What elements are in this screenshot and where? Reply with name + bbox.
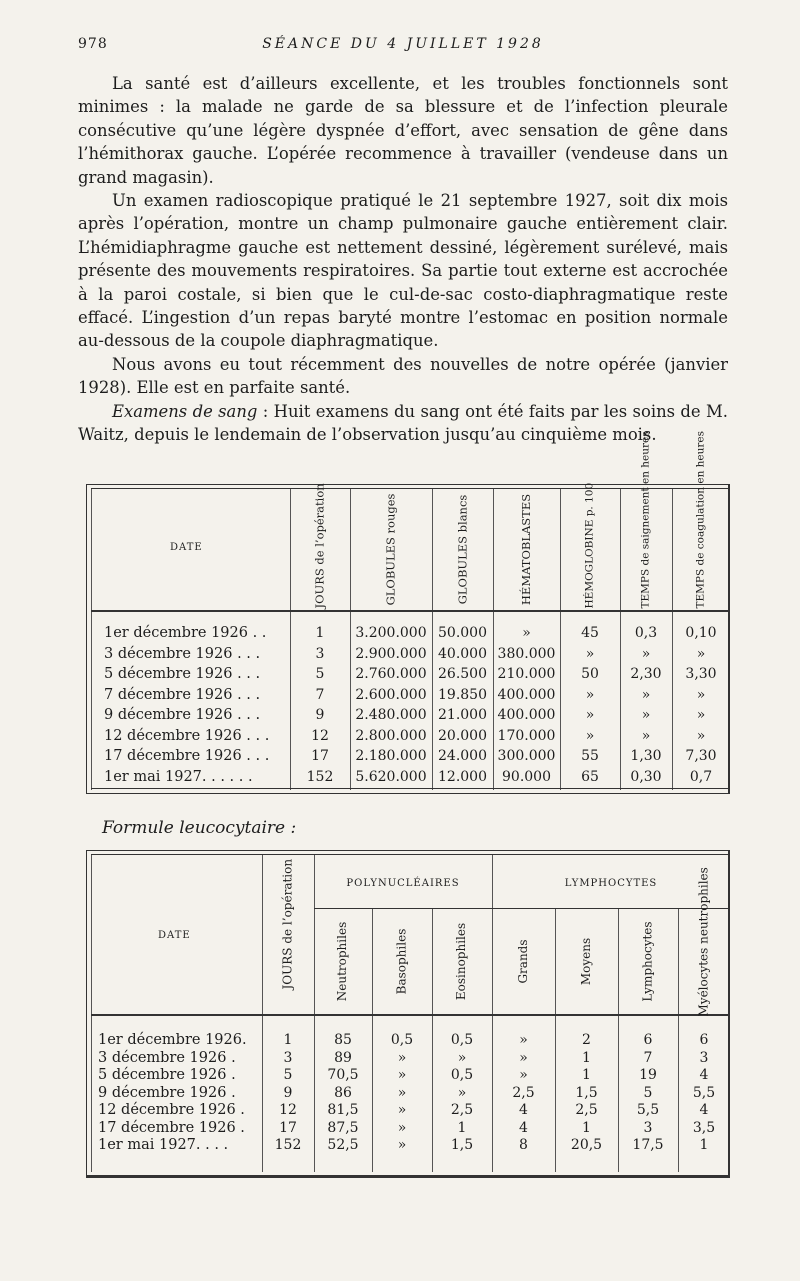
- header-label: Neutrophiles: [335, 921, 350, 1001]
- table-cell: 19: [639, 1067, 657, 1083]
- table-cell: 45: [581, 625, 599, 641]
- table-cell: 0,7: [689, 768, 713, 785]
- table-cell: 152: [306, 768, 334, 785]
- table-cell: 1: [582, 1119, 591, 1136]
- header-cell: [350, 488, 432, 610]
- table-cell: 3: [699, 1049, 709, 1066]
- header-cell: [262, 854, 314, 1014]
- table-cell: 3: [283, 1049, 293, 1066]
- table-cell: 2,5: [575, 1102, 598, 1118]
- table-cell: 81,5: [327, 1102, 359, 1118]
- formula-caption: Formule leucocytaire :: [102, 818, 297, 838]
- header-label: Eosinophiles: [454, 922, 469, 1000]
- table-cell: 5,5: [692, 1084, 716, 1101]
- header-label: TEMPS de coagulation en heures: [694, 430, 707, 608]
- table-cell: 2,5: [450, 1102, 474, 1118]
- frame-line: [91, 854, 92, 1172]
- table-row-date: 9 décembre 1926 .: [98, 1084, 236, 1101]
- table-cell: 7,30: [685, 748, 717, 764]
- table-cell: 52,5: [327, 1137, 359, 1153]
- group-header-lymphocytes: LYMPHOCYTES: [564, 878, 658, 889]
- frame-line: [91, 854, 729, 855]
- header-cell: [314, 908, 372, 1014]
- running-title: SÉANCE DU 4 JUILLET 1928: [262, 36, 544, 52]
- exams-lead: Examens de sang: [112, 401, 258, 421]
- table-cell: 5: [283, 1067, 293, 1083]
- table-cell: 9: [283, 1084, 293, 1101]
- table-cell: 1: [315, 625, 325, 641]
- table-cell: 65: [581, 768, 599, 785]
- table-cell: 21.000: [438, 707, 487, 723]
- table-cell: »: [522, 625, 531, 641]
- header-label: TEMPS de saignement en heures: [639, 430, 652, 608]
- table-row-date: 1er décembre 1926 . .: [104, 625, 267, 641]
- table-cell: 2.480.000: [355, 707, 427, 723]
- table-cell: 1: [457, 1119, 467, 1136]
- table-row-date: 12 décembre 1926 . . .: [104, 727, 270, 744]
- table-cell: 5: [643, 1084, 653, 1101]
- header-date: DATE: [158, 930, 191, 941]
- table-cell: 85: [334, 1032, 352, 1048]
- table-cell: 210.000: [497, 666, 556, 682]
- table-row-date: 3 décembre 1926 . . .: [104, 645, 261, 662]
- header-rule: [91, 1014, 729, 1016]
- table-cell: 170.000: [497, 727, 556, 744]
- table-cell: »: [585, 707, 595, 723]
- header-label: Grands: [516, 938, 530, 984]
- table-cell: »: [397, 1049, 407, 1066]
- table-row-date: 9 décembre 1926 . . .: [104, 707, 261, 723]
- table-cell: 2,30: [630, 666, 662, 682]
- table-cell: »: [397, 1119, 407, 1136]
- table-cell: »: [519, 1049, 528, 1066]
- table-cell: 55: [581, 748, 599, 764]
- table-cell: 17: [279, 1119, 297, 1136]
- table-row-date: 7 décembre 1926 . . .: [104, 686, 261, 703]
- header-date: DATE: [170, 542, 203, 553]
- table-row-date: 17 décembre 1926 .: [98, 1119, 245, 1136]
- table-cell: 40.000: [438, 645, 487, 662]
- table-row-date: 17 décembre 1926 . . .: [104, 748, 270, 764]
- table-cell: 4: [699, 1067, 709, 1083]
- table-cell: 1: [582, 1067, 591, 1083]
- table-row-date: 12 décembre 1926 .: [98, 1102, 245, 1118]
- page-number: 978: [78, 36, 108, 52]
- table-cell: »: [397, 1137, 407, 1153]
- table-cell: 19.850: [438, 686, 487, 703]
- header-label: GLOBULES rouges: [383, 493, 398, 605]
- table-cell: 2.180.000: [355, 748, 427, 764]
- table-cell: 17,5: [632, 1137, 664, 1153]
- table-cell: »: [696, 686, 706, 703]
- table-cell: 2.800.000: [355, 727, 427, 744]
- header-cell: [618, 908, 678, 1014]
- table-cell: »: [397, 1084, 407, 1101]
- header-cell: [432, 488, 493, 610]
- header-cell: [620, 430, 672, 610]
- table-cell: »: [696, 727, 706, 744]
- table-row-date: 1er décembre 1926.: [98, 1032, 247, 1048]
- paragraph: Nous avons eu tout récemment des nouvelles de notre opérée (janvier 1928). Elle est en parfaite santé.: [78, 354, 728, 398]
- table-cell: »: [696, 707, 706, 723]
- table-cell: 5,5: [636, 1102, 660, 1118]
- table-cell: 1: [699, 1137, 709, 1153]
- table-cell: 4: [519, 1102, 528, 1118]
- table-cell: »: [457, 1084, 467, 1101]
- table-cell: 8: [519, 1137, 528, 1153]
- table-cell: 9: [315, 707, 325, 723]
- header-label: Moyens: [579, 937, 593, 985]
- table-cell: 2,5: [512, 1084, 535, 1101]
- table-cell: 90.000: [502, 768, 551, 785]
- table-cell: 24.000: [438, 748, 487, 764]
- page-header: [78, 36, 728, 58]
- paragraph: Un examen radioscopique pratiqué le 21 septembre 1927, soit dix mois après l’opération, montre un champ pulmonaire gauche entièrement clair. L’hémidiaphragme gauche est nettement dessiné, légèrement surélevé, mais présente des mouvements respiratoires. Sa partie tout externe est accrochée à la paroi costale, si bien que le cul-de-sac costo-diaphragmatique reste effacé. L’ingestion d’un repas baryté montre l’estomac en position normale au-dessous de la coupole diaphragmatique.: [78, 191, 728, 351]
- table-cell: 0,5: [450, 1067, 474, 1083]
- table-cell: 0,10: [685, 625, 717, 641]
- table-cell: 2.900.000: [355, 645, 427, 662]
- table-cell: 50: [581, 666, 599, 682]
- table-cell: 4: [519, 1119, 528, 1136]
- table-cell: 12: [279, 1102, 297, 1118]
- header-cell: [372, 908, 432, 1014]
- table-cell: 70,5: [327, 1067, 359, 1083]
- table-cell: »: [641, 645, 651, 662]
- table-cell: »: [397, 1067, 407, 1083]
- header-cell: [672, 430, 730, 610]
- header-cell: [432, 908, 492, 1014]
- table-cell: »: [641, 727, 651, 744]
- table-cell: »: [397, 1102, 407, 1118]
- table-row-date: 1er mai 1927. . . .: [98, 1137, 229, 1153]
- group-header-polynuclear: POLYNUCLÉAIRES: [346, 878, 460, 889]
- table-row-date: 3 décembre 1926 .: [98, 1049, 236, 1066]
- table-cell: 0,3: [634, 625, 658, 641]
- table-cell: »: [585, 645, 595, 662]
- table-cell: 12: [311, 727, 329, 744]
- table-cell: 1,5: [450, 1137, 474, 1153]
- table-cell: 7: [315, 686, 325, 703]
- header-label: HÉMATOBLASTES: [519, 493, 533, 605]
- table-cell: 0,30: [630, 768, 662, 785]
- header-cell: [492, 908, 555, 1014]
- table-cell: 87,5: [327, 1119, 359, 1136]
- table-cell: 5: [315, 666, 325, 682]
- header-cell: [560, 482, 620, 610]
- header-label: Myélocytes neutrophiles: [696, 866, 711, 1016]
- table-cell: 3,5: [692, 1119, 716, 1136]
- table-cell: 20.000: [438, 727, 487, 744]
- table-cell: 50.000: [438, 625, 487, 641]
- table-row-date: 5 décembre 1926 .: [98, 1067, 236, 1083]
- table-cell: 6: [643, 1032, 653, 1048]
- table-cell: 7: [643, 1049, 653, 1066]
- table-cell: 1: [283, 1032, 293, 1048]
- table-cell: 26.500: [438, 666, 487, 682]
- table-cell: 3.200.000: [355, 625, 427, 641]
- table-cell: 3,30: [685, 666, 717, 682]
- exams-rest: : Huit examens du sang ont été faits par les soins de M. Waitz, depuis le lendemain de l’observation jusqu’au cinquième mois.: [78, 401, 728, 445]
- table-cell: »: [641, 686, 651, 703]
- table-cell: 86: [334, 1084, 352, 1101]
- table-cell: 6: [699, 1032, 709, 1048]
- bottom-rule: [91, 788, 729, 789]
- header-cell: [555, 908, 618, 1014]
- header-label: HÉMOGLOBINE p. 100: [583, 482, 596, 608]
- table-cell: »: [457, 1049, 467, 1066]
- header-rule: [91, 610, 729, 612]
- table-cell: 300.000: [497, 748, 556, 764]
- table-cell: 89: [334, 1049, 352, 1066]
- table-cell: 2.600.000: [355, 686, 427, 703]
- table-cell: »: [519, 1032, 528, 1048]
- table-cell: »: [585, 686, 595, 703]
- table-cell: 17: [311, 748, 329, 764]
- table-cell: 12.000: [438, 768, 487, 785]
- header-label: JOURS de l’opération: [312, 482, 327, 608]
- table-cell: »: [696, 645, 706, 662]
- table-cell: 5.620.000: [355, 768, 427, 785]
- table-cell: 152: [274, 1137, 302, 1153]
- paragraph: La santé est d’ailleurs excellente, et les troubles fonctionnels sont minimes : la malade ne garde de sa blessure et de l’infection pleurale consécutive qu’une légère dyspnée d’effort, avec sensation de gêne dans l’hémithorax gauche. L’opérée recommence à travailler (vendeuse dans un grand magasin).: [78, 74, 728, 187]
- paragraph-exams: [78, 400, 728, 447]
- table-cell: 1,30: [630, 748, 662, 764]
- header-cell: [493, 488, 560, 610]
- table-cell: 400.000: [497, 686, 556, 703]
- header-cell: [678, 866, 730, 1016]
- header-label: GLOBULES blancs: [455, 494, 470, 604]
- table-row-date: 1er mai 1927. . . . . .: [104, 768, 253, 785]
- header-label: Lymphocytes: [640, 920, 655, 1002]
- table-cell: 3: [315, 645, 325, 662]
- table-cell: 4: [699, 1102, 709, 1118]
- frame-line: [91, 488, 92, 790]
- header-label: Basophiles: [394, 928, 409, 994]
- table-cell: 1: [582, 1049, 591, 1066]
- table-row-date: 5 décembre 1926 . . .: [104, 666, 261, 682]
- table-cell: »: [585, 727, 595, 744]
- body-text: [78, 72, 728, 447]
- header-label: JOURS de l’opération: [280, 858, 295, 989]
- table-cell: 20,5: [570, 1137, 603, 1153]
- table-cell: 2: [582, 1032, 591, 1048]
- header-cell: [290, 482, 350, 610]
- table-cell: 3: [643, 1119, 653, 1136]
- table-cell: 0,5: [450, 1032, 474, 1048]
- table-cell: 2.760.000: [355, 666, 427, 682]
- table-cell: 0,5: [390, 1032, 414, 1048]
- table-cell: 400.000: [497, 707, 556, 723]
- table-cell: »: [519, 1067, 528, 1083]
- table-cell: »: [641, 707, 651, 723]
- table-cell: 380.000: [497, 645, 556, 662]
- table-cell: 1,5: [575, 1084, 598, 1101]
